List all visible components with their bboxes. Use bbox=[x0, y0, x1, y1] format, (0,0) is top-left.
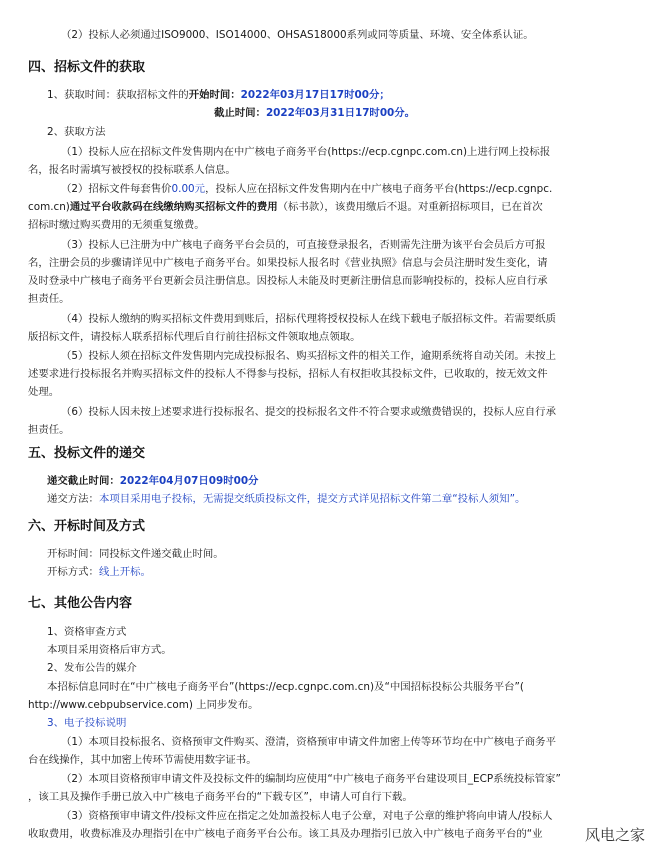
e-bid-p1-line2: 台在线操作，其中加密上传环节需使用数字证书。 bbox=[28, 754, 257, 766]
submit-deadline-value: 2022年04月07日09时00分 bbox=[119, 475, 259, 487]
method-p6-line2: 担责任。 bbox=[28, 424, 70, 436]
acquire-method-label: 2、获取方法 bbox=[47, 126, 106, 138]
e-bid-p2-line1: （2）本项目资格预审申请文件及投标文件的编制均应使用“中广核电子商务平台建设项目_ECP系统投标管家” bbox=[61, 773, 561, 785]
media-line1: 本招标信息同时在“中广核电子商务平台”(https://ecp.cgnpc.com.cn)及“中国招标投标公共服务平台”( bbox=[47, 681, 524, 693]
method-p1-line2: 名，报名时需填写被授权的投标联系人信息。 bbox=[28, 164, 236, 176]
method-p2-text-a: （2）招标文件每套售价 bbox=[61, 183, 172, 195]
review-method-title: 1、资格审查方式 bbox=[47, 626, 127, 638]
watermark: 风电之家 bbox=[584, 826, 645, 844]
method-p3-line2: 名，注册会员的步骤请详见中广核电子商务平台。如果投标人报名时《营业执照》信息与会员注册时发生变化，请 bbox=[28, 257, 548, 269]
section-7-heading: 七、其他公告内容 bbox=[28, 596, 133, 611]
acquire-time-end bbox=[214, 106, 415, 120]
submit-deadline-label: 递交截止时间： bbox=[47, 475, 120, 487]
method-p2-bold: 通过平台收款码在线缴纳购买招标文件的费用 bbox=[69, 201, 278, 213]
method-p3-line1: （3）投标人已注册为中广核电子商务平台会员的，可直接登录报名，否则需先注册为该平台会员后方可报 bbox=[61, 239, 546, 251]
section-4-heading: 四、招标文件的获取 bbox=[28, 60, 146, 75]
section-5-heading: 五、投标文件的递交 bbox=[28, 446, 146, 461]
submit-deadline bbox=[47, 474, 258, 488]
submit-method-label: 递交方法： bbox=[47, 493, 99, 505]
method-p5-line3: 处理。 bbox=[28, 386, 60, 398]
acquire-time-start bbox=[47, 88, 390, 102]
method-p5-line1: （5）投标人须在招标文件发售期内完成投标报名、购买招标文件的相关工作，逾期系统将自动关闭。未按上 bbox=[61, 350, 556, 362]
submit-method bbox=[47, 492, 525, 506]
e-bid-p3-line2: 收取费用，收费标准及办理指引在中广核电子商务平台公布。该工具及办理指引已放入中广核电子商务平台的“业 bbox=[28, 828, 543, 840]
e-bid-p3-line1: （3）资格预审申请文件/投标文件应在指定之处加盖投标人电子公章，对电子公章的维护将向申请人/投标人 bbox=[61, 810, 553, 822]
end-time-value: 2022年03月31日17时00分。 bbox=[265, 107, 416, 119]
document-price: 0.00元 bbox=[171, 183, 206, 195]
method-p2-line2 bbox=[28, 200, 543, 214]
media-title: 2、发布公告的媒介 bbox=[47, 662, 137, 674]
acquire-time-label: 1、获取时间：获取招标文件的 bbox=[47, 89, 189, 101]
method-p1-line1: （1）投标人应在招标文件发售期内在中广核电子商务平台(https://ecp.cgnpc.com.cn)上进行网上投标报 bbox=[61, 146, 551, 158]
review-method-body: 本项目采用资格后审方式。 bbox=[47, 644, 172, 656]
method-p3-line4: 担责任。 bbox=[28, 293, 70, 305]
opening-time: 开标时间：同投标文件递交截止时间。 bbox=[47, 548, 224, 560]
e-bid-p1-line1: （1）本项目投标报名、资格预审文件购买、澄清，资格预审申请文件加密上传等环节均在中广核电子商务平 bbox=[61, 736, 556, 748]
method-p2-domain-tail: com.cn) bbox=[28, 201, 70, 213]
opening-method bbox=[47, 565, 151, 579]
method-p4-line1: （4）投标人缴纳的购买招标文件费用到账后，招标代理将授权投标人在线下载电子版招标文件。若需要纸质 bbox=[61, 313, 556, 325]
end-time-label: 截止时间： bbox=[214, 107, 266, 119]
method-p2-line1 bbox=[61, 182, 552, 196]
media-line2: http://www.cebpubservice.com) 上同步发布。 bbox=[28, 699, 259, 711]
opening-method-label: 开标方式： bbox=[47, 566, 99, 578]
method-p6-line1: （6）投标人因未按上述要求进行投标报名、提交的投标报名文件不符合要求或缴费错误的，投标人应自行承 bbox=[61, 406, 556, 418]
start-time-value: 2022年03月17日17时00分； bbox=[240, 89, 390, 101]
submit-method-value: 本项目采用电子投标，无需提交纸质投标文件，提交方式详见招标文件第二章“投标人须知”。 bbox=[98, 493, 526, 505]
method-p3-line3: 及时登录中广核电子商务平台更新会员注册信息。因投标人未能及时更新注册信息而影响投标的，投标人应自行承 bbox=[28, 275, 548, 287]
method-p4-line2: 版招标文件，请投标人联系招标代理后自行前往招标文件领取地点领取。 bbox=[28, 331, 361, 343]
qualification-item-2: （2）投标人必须通过ISO9000、ISO14000、OHSAS18000系列或同等质量、环境、安全体系认证。 bbox=[61, 29, 534, 41]
method-p2-line3: 招标时缴过购买费用的无须重复缴费。 bbox=[28, 219, 205, 231]
method-p5-line2: 述要求进行投标报名并购买招标文件的投标人不得参与投标，招标人有权拒收其投标文件，已收取的，按无效文件 bbox=[28, 368, 548, 380]
opening-method-value: 线上开标。 bbox=[98, 566, 151, 578]
method-p2-text-c: （标书款），该费用缴后不退。对重新招标项目，已在首次 bbox=[277, 201, 543, 213]
method-p2-text-b: ，投标人应在招标文件发售期内在中广核电子商务平台(https://ecp.cgnpc. bbox=[205, 183, 553, 195]
section-6-heading: 六、开标时间及方式 bbox=[28, 519, 146, 534]
start-time-label: 开始时间： bbox=[188, 89, 241, 101]
e-bid-p2-line2: ，该工具及操作手册已放入中广核电子商务平台的“下载专区”，申请人可自行下载。 bbox=[28, 791, 413, 803]
e-bid-title: 3、电子投标说明 bbox=[47, 717, 127, 729]
